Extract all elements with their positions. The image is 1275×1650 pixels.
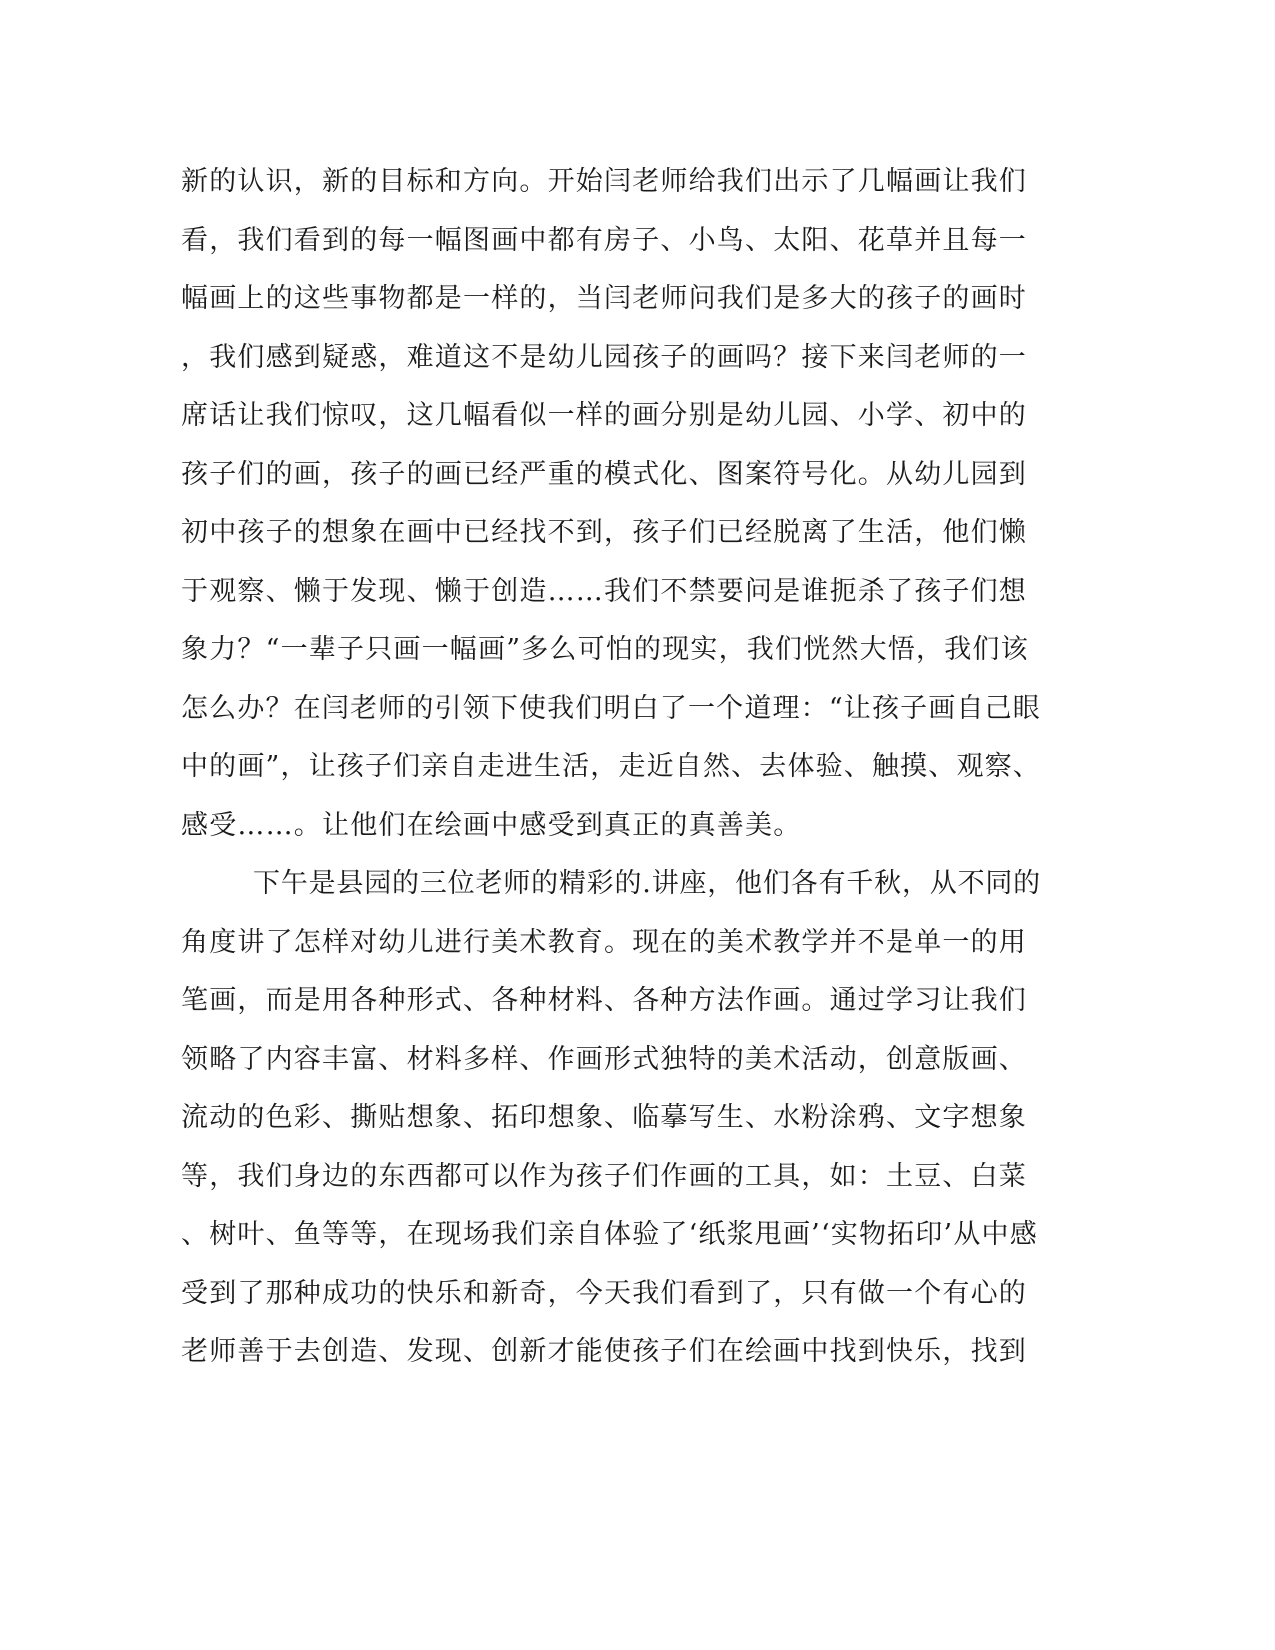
text-line: 象力？“一辈子只画一幅画”多么可怕的现实，我们恍然大悟，我们该: [181, 634, 1029, 665]
text-line: 受到了那种成功的快乐和新奇，今天我们看到了，只有做一个有心的: [181, 1278, 1027, 1309]
text-line: 怎么办？在闫老师的引领下使我们明白了一个道理：“让孩子画自己眼: [181, 693, 1041, 724]
text-line: 于观察、懒于发现、懒于创造……我们不禁要问是谁扼杀了孩子们想: [181, 576, 1027, 607]
text-line: 流动的色彩、撕贴想象、拓印想象、临摹写生、水粉涂鸦、文字想象: [181, 1102, 1027, 1133]
text-line: 笔画，而是用各种形式、各种材料、各种方法作画。通过学习让我们: [181, 985, 1027, 1016]
text-line: 领略了内容丰富、材料多样、作画形式独特的美术活动，创意版画、: [181, 1044, 1027, 1075]
text-line: ，我们感到疑惑，难道这不是幼儿园孩子的画吗？接下来闫老师的一: [181, 342, 1027, 373]
text-line: 席话让我们惊叹，这几幅看似一样的画分别是幼儿园、小学、初中的: [181, 400, 1027, 431]
text-line: 新的认识，新的目标和方向。开始闫老师给我们出示了几幅画让我们: [181, 166, 1027, 197]
text-line: 初中孩子的想象在画中已经找不到，孩子们已经脱离了生活，他们懒: [181, 517, 1027, 548]
paragraph-first-line: 下午是县园的三位老师的精彩的.讲座，他们各有千秋，从不同的: [253, 868, 1041, 899]
text-line: 幅画上的这些事物都是一样的，当闫老师问我们是多大的孩子的画时: [181, 283, 1027, 314]
text-line: 中的画”，让孩子们亲自走进生活，走近自然、去体验、触摸、观察、: [181, 751, 1041, 782]
text-line: 孩子们的画，孩子的画已经严重的模式化、图案符号化。从幼儿园到: [181, 459, 1027, 490]
text-line: 角度讲了怎样对幼儿进行美术教育。现在的美术教学并不是单一的用: [181, 927, 1027, 958]
text-line: 老师善于去创造、发现、创新才能使孩子们在绘画中找到快乐，找到: [181, 1336, 1027, 1367]
text-line: 感受……。让他们在绘画中感受到真正的真善美。: [181, 810, 802, 841]
text-line: 看，我们看到的每一幅图画中都有房子、小鸟、太阳、花草并且每一: [181, 225, 1027, 256]
text-line: 等，我们身边的东西都可以作为孩子们作画的工具，如：土豆、白菜: [181, 1161, 1027, 1192]
text-line: 、树叶、鱼等等，在现场我们亲自体验了‘纸浆甩画’‘实物拓印’从中感: [181, 1219, 1038, 1250]
